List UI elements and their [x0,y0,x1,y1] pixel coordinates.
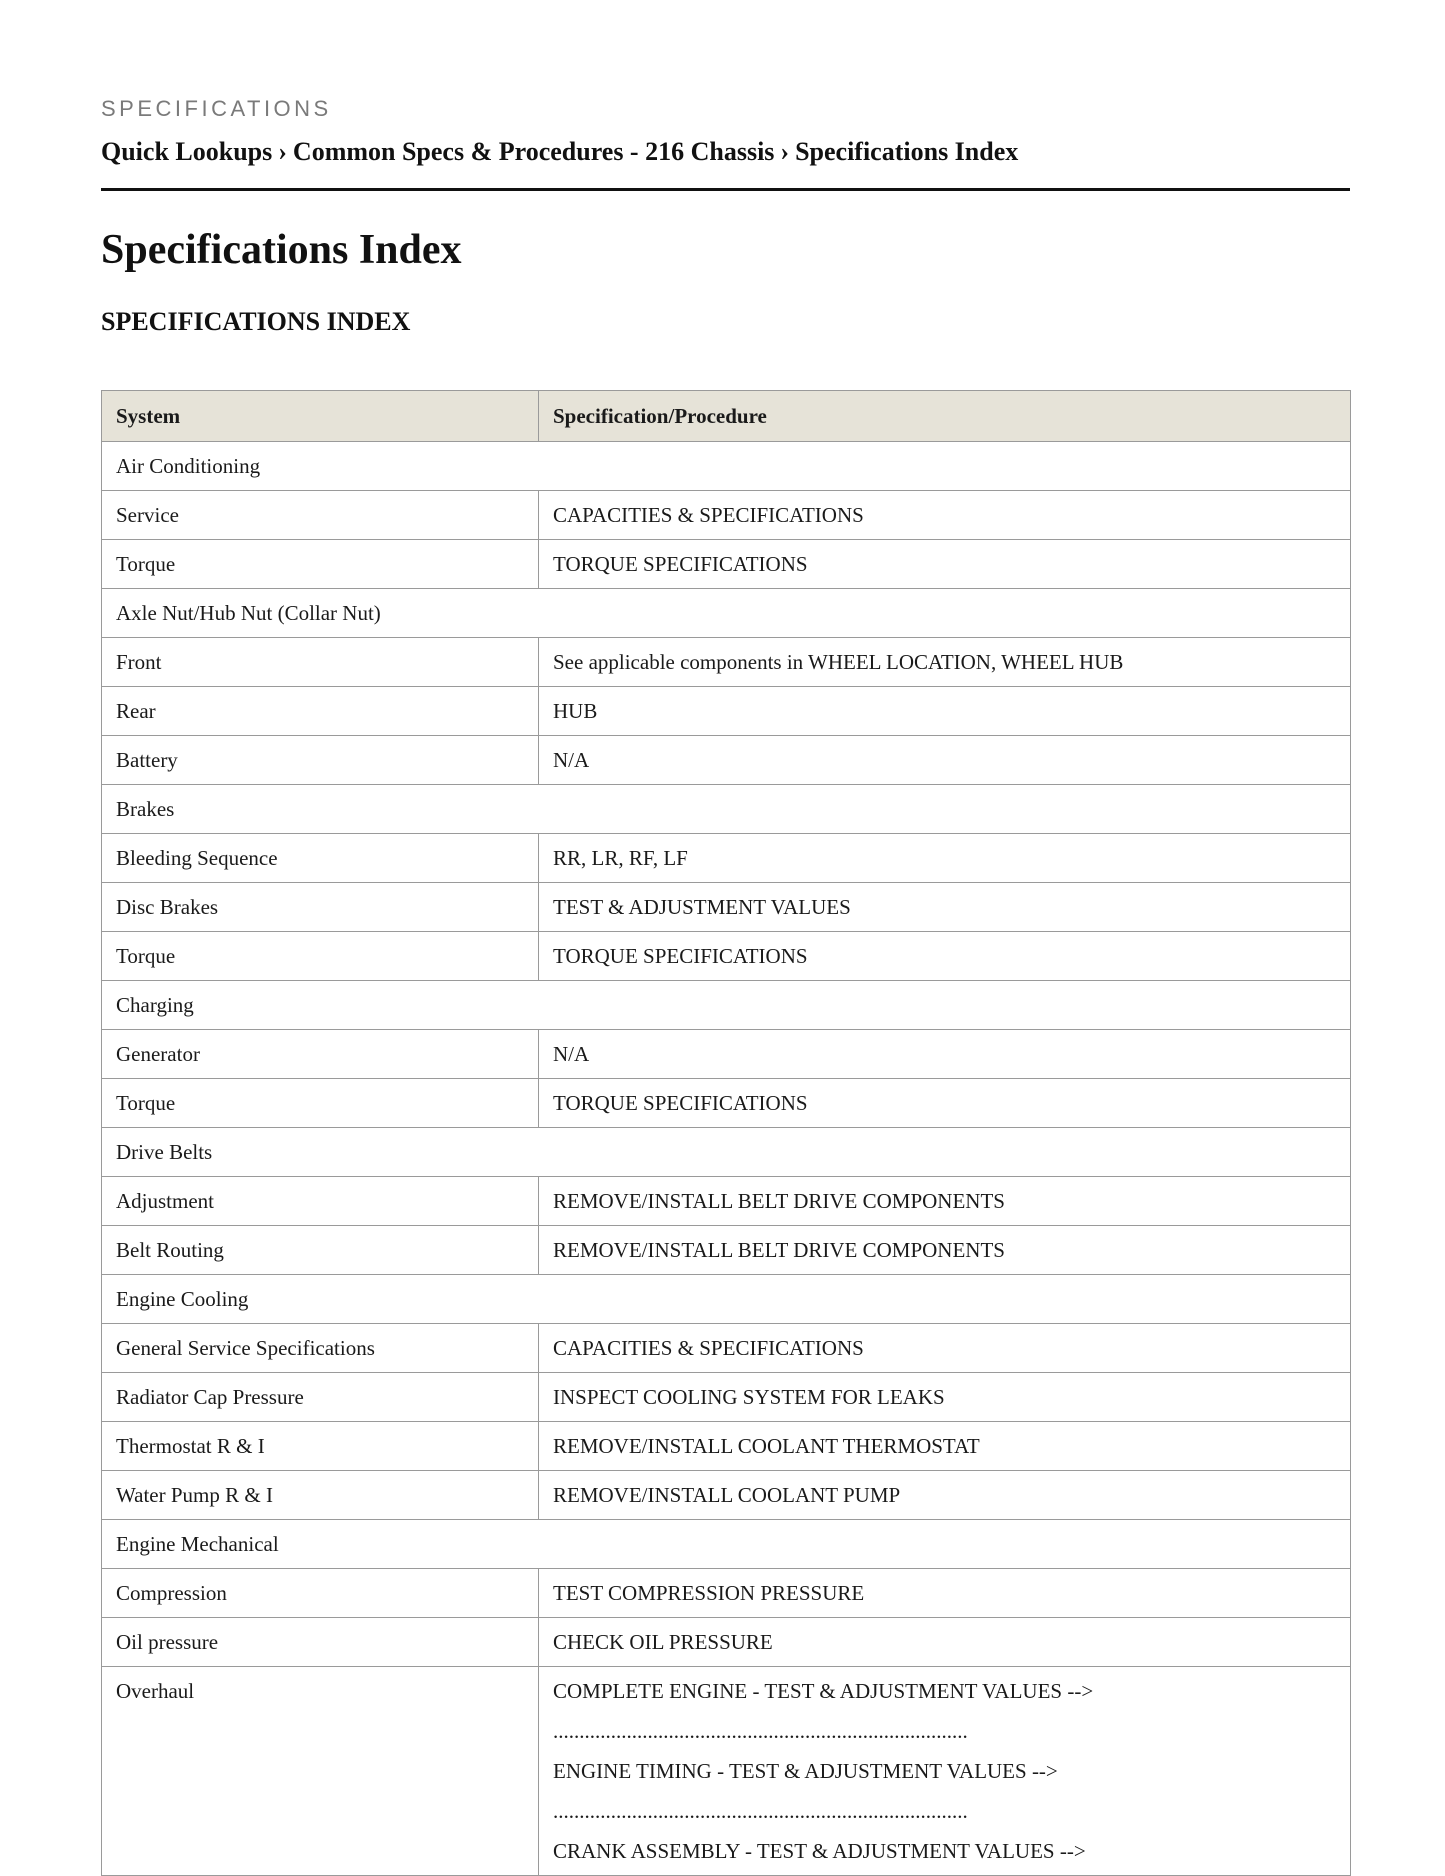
system-cell: Battery [102,736,539,785]
system-cell: Thermostat R & I [102,1422,539,1471]
header-divider [101,188,1350,191]
breadcrumb-separator: › [278,137,287,166]
specification-link[interactable]: ENGINE TIMING - TEST & ADJUSTMENT VALUES --> [553,1759,1058,1783]
table-row [102,1422,1351,1471]
page-subtitle: SPECIFICATIONS INDEX [101,307,411,336]
system-cell: Service [102,491,539,540]
column-header-system: System [102,391,539,442]
table-group-row [102,442,1351,491]
group-label: Air Conditioning [102,442,1351,491]
table-row [102,834,1351,883]
specifications-table [101,390,1351,1876]
table-row [102,1667,1351,1876]
group-label: Drive Belts [102,1128,1351,1177]
table-header-row [102,391,1351,442]
system-cell: Overhaul [102,1667,539,1876]
table-group-row [102,1128,1351,1177]
specification-cell: CHECK OIL PRESSURE [539,1618,1351,1667]
system-cell: Front [102,638,539,687]
system-cell: Rear [102,687,539,736]
group-label: Axle Nut/Hub Nut (Collar Nut) [102,589,1351,638]
system-cell: Belt Routing [102,1226,539,1275]
specification-cell: REMOVE/INSTALL BELT DRIVE COMPONENTS [539,1226,1351,1275]
system-cell: Torque [102,932,539,981]
table-row [102,1079,1351,1128]
table-row [102,1618,1351,1667]
specification-cell: TORQUE SPECIFICATIONS [539,932,1351,981]
specification-cell: REMOVE/INSTALL COOLANT PUMP [539,1471,1351,1520]
table-row [102,883,1351,932]
breadcrumb-item-current: Specifications Index [795,137,1019,166]
specification-cell: N/A [539,736,1351,785]
system-cell: Bleeding Sequence [102,834,539,883]
system-cell: Oil pressure [102,1618,539,1667]
table-row [102,540,1351,589]
table-group-row [102,785,1351,834]
system-cell: Radiator Cap Pressure [102,1373,539,1422]
specification-cell: TEST & ADJUSTMENT VALUES [539,883,1351,932]
system-cell: Adjustment [102,1177,539,1226]
system-cell: Generator [102,1030,539,1079]
table-row [102,491,1351,540]
specification-cell [539,1667,1351,1876]
group-label: Engine Mechanical [102,1520,1351,1569]
dotted-separator: ............................................................................... [553,1719,968,1743]
specification-cell: CAPACITIES & SPECIFICATIONS [539,1324,1351,1373]
system-cell: Water Pump R & I [102,1471,539,1520]
system-cell: General Service Specifications [102,1324,539,1373]
specification-cell: REMOVE/INSTALL COOLANT THERMOSTAT [539,1422,1351,1471]
table-group-row [102,1275,1351,1324]
system-cell: Torque [102,1079,539,1128]
table-body [102,442,1351,1876]
breadcrumb [101,137,1350,167]
specification-link[interactable]: COMPLETE ENGINE - TEST & ADJUSTMENT VALUES --> [553,1679,1094,1703]
table-row [102,1373,1351,1422]
table-row [102,932,1351,981]
table-row [102,1226,1351,1275]
specification-cell: TORQUE SPECIFICATIONS [539,540,1351,589]
table-row [102,1569,1351,1618]
specification-cell: See applicable components in WHEEL LOCATION, WHEEL HUB [539,638,1351,687]
table-group-row [102,981,1351,1030]
column-header-specification: Specification/Procedure [539,391,1351,442]
specification-cell: N/A [539,1030,1351,1079]
breadcrumb-item-quick-lookups[interactable]: Quick Lookups [101,137,273,166]
system-cell: Compression [102,1569,539,1618]
section-label: SPECIFICATIONS [101,96,332,121]
group-label: Charging [102,981,1351,1030]
table-group-row [102,589,1351,638]
table-row [102,1177,1351,1226]
specification-cell: HUB [539,687,1351,736]
specification-cell: RR, LR, RF, LF [539,834,1351,883]
table-row [102,1324,1351,1373]
group-label: Engine Cooling [102,1275,1351,1324]
table-row [102,687,1351,736]
specification-cell: TORQUE SPECIFICATIONS [539,1079,1351,1128]
specification-cell: CAPACITIES & SPECIFICATIONS [539,491,1351,540]
table-row [102,1471,1351,1520]
group-label: Brakes [102,785,1351,834]
system-cell: Disc Brakes [102,883,539,932]
breadcrumb-separator: › [780,137,790,166]
table-row [102,736,1351,785]
table-row [102,638,1351,687]
specification-cell: REMOVE/INSTALL BELT DRIVE COMPONENTS [539,1177,1351,1226]
page-title: Specifications Index [101,227,462,273]
dotted-separator: ............................................................................... [553,1799,968,1823]
table-group-row [102,1520,1351,1569]
specification-link[interactable]: CRANK ASSEMBLY - TEST & ADJUSTMENT VALUES --> [553,1839,1086,1863]
specification-cell: TEST COMPRESSION PRESSURE [539,1569,1351,1618]
specification-cell: INSPECT COOLING SYSTEM FOR LEAKS [539,1373,1351,1422]
system-cell: Torque [102,540,539,589]
table-row [102,1030,1351,1079]
breadcrumb-item-common-specs[interactable]: Common Specs & Procedures - 216 Chassis [292,137,775,166]
